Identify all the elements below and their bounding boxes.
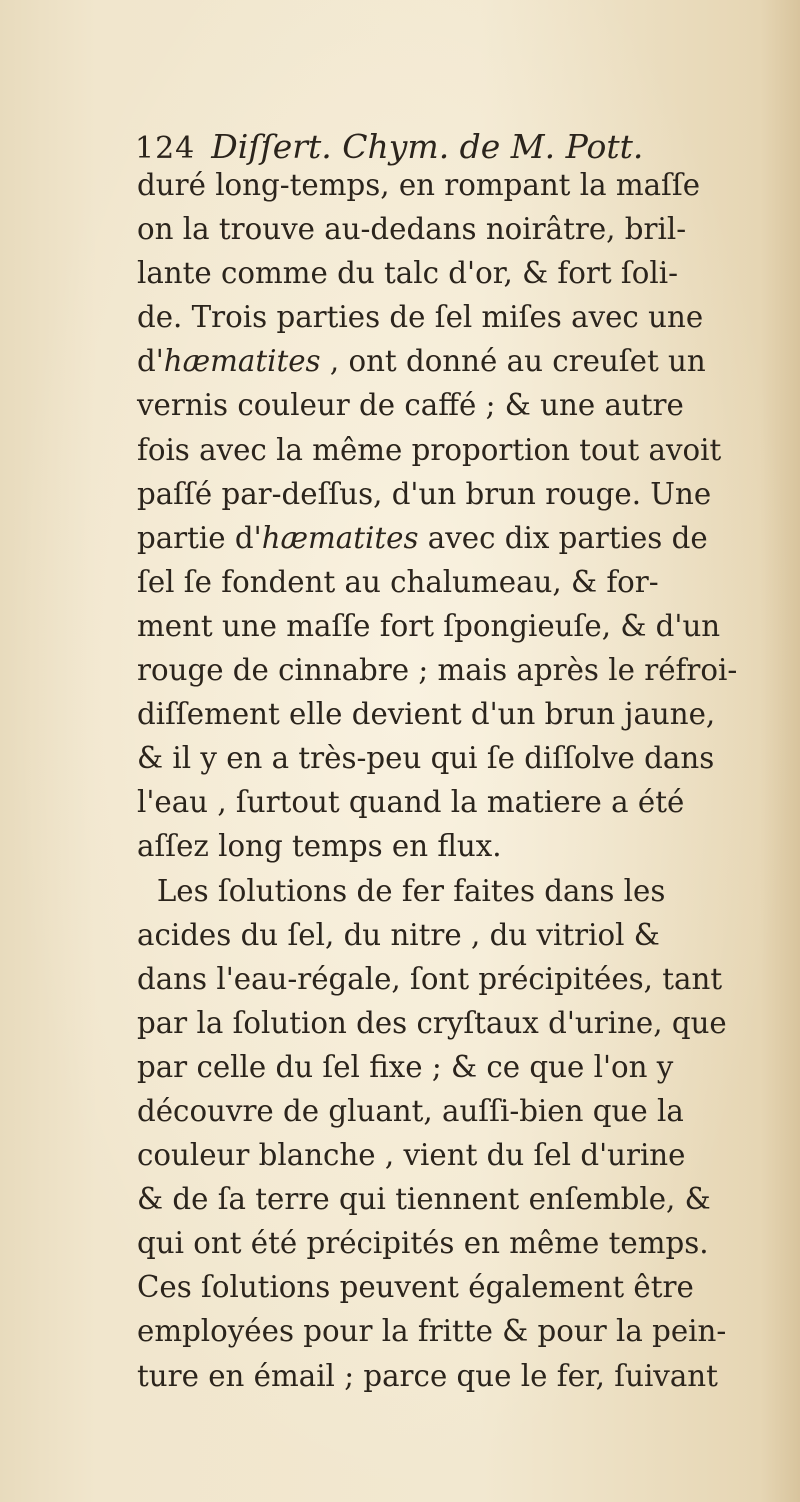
text-line: par celle du ſel fixe ; & ce que l'on y bbox=[137, 1049, 674, 1084]
text-line: duré long-temps, en rompant la maſſe bbox=[137, 168, 701, 202]
text-line bbox=[137, 339, 792, 383]
text-line: lante comme du talc d'or, & fort ſoli- bbox=[137, 256, 678, 291]
italic-term: hæmatites bbox=[163, 344, 321, 379]
text-line: ſel ſe fondent au chalumeau, & for- bbox=[137, 564, 659, 599]
text-line: & de ſa terre qui tiennent enſemble, & bbox=[137, 1182, 711, 1217]
text-line: dans l'eau-régale, ſont précipitées, tant bbox=[137, 961, 723, 996]
text-line: Ces ſolutions peuvent également être bbox=[137, 1270, 694, 1305]
text-line: de. Trois parties de ſel miſes avec une bbox=[137, 300, 704, 335]
text-line: Les ſolutions de fer faites dans les bbox=[156, 873, 666, 908]
text-line: employées pour la fritte & pour la pein- bbox=[137, 1314, 727, 1349]
text-line: ture en émail ; parce que le fer, ſuivant bbox=[137, 1358, 718, 1393]
text-line: diſſement elle devient d'un brun jaune, bbox=[137, 697, 716, 732]
text-line: aſſez long temps en flux. bbox=[137, 829, 502, 864]
text-line: paſſé par-deſſus, d'un brun rouge. Une bbox=[137, 476, 712, 511]
text-line: ment une maſſe fort ſpongieuſe, & d'un bbox=[137, 608, 721, 643]
text-line: & il y en a très-peu qui ſe diſſolve dans bbox=[137, 741, 715, 776]
text-line: par la ſolution des cryſtaux d'urine, que bbox=[137, 1005, 727, 1040]
running-title: Diſſert. Chym. de M. Pott. bbox=[211, 127, 644, 166]
text-line bbox=[137, 516, 792, 560]
text-line: acides du ſel, du nitre , du vitriol & bbox=[137, 917, 660, 952]
italic-term: hæmatites bbox=[261, 520, 419, 555]
page-number: 124 bbox=[135, 131, 196, 166]
text-line: couleur blanche , vient du ſel d'urine bbox=[137, 1138, 686, 1173]
text-segment: d' bbox=[137, 344, 164, 379]
text-segment: , ont donné au creuſet un bbox=[320, 344, 706, 379]
text-line: vernis couleur de caffé ; & une autre bbox=[137, 388, 684, 423]
text-line: on la trouve au-dedans noirâtre, bril- bbox=[137, 212, 687, 247]
body-text bbox=[137, 163, 797, 1398]
text-segment: avec dix parties de bbox=[418, 520, 708, 555]
text-line: rouge de cinnabre ; mais après le réfroi- bbox=[137, 653, 738, 688]
text-segment: partie d' bbox=[137, 520, 262, 555]
text-line: découvre de gluant, auſſi-bien que la bbox=[137, 1093, 684, 1128]
text-line: qui ont été précipités en même temps. bbox=[137, 1226, 709, 1261]
text-line: l'eau , ſurtout quand la matiere a été bbox=[137, 785, 685, 820]
text-line: fois avec la même proportion tout avoit bbox=[137, 432, 722, 467]
